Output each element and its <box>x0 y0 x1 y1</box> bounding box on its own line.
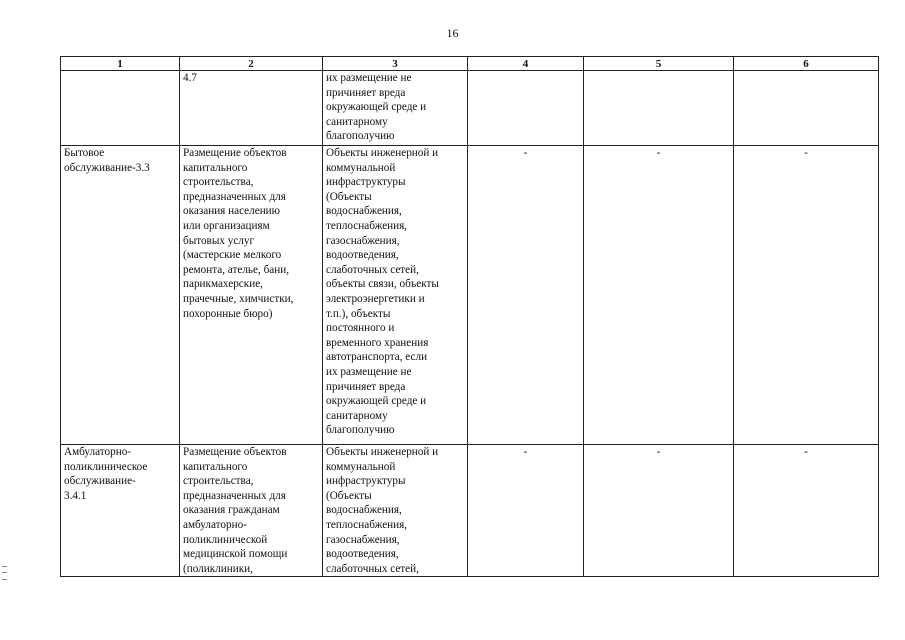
cell-col5 <box>584 445 734 577</box>
column-header-5: 5 <box>584 57 734 71</box>
cell-use-type <box>61 445 180 577</box>
cell-text: Размещение объектов капитального строительства, предназначенных для оказания населению или организациям бытовых услуг (мастерские мелкого ремонта, ателье, бани, парикмахерские, прачечные, химчистки, похоронные бюро) <box>183 147 294 320</box>
table-row <box>61 445 879 577</box>
column-header-2: 2 <box>180 57 323 71</box>
table-row <box>61 71 879 146</box>
cell-text: - <box>523 147 528 159</box>
cell-description <box>180 445 323 577</box>
cell-col6 <box>734 445 879 577</box>
cell-text: их размещение не причиняет вреда окружающей среде и санитарному благополучию <box>326 72 427 143</box>
cell-description <box>180 71 323 146</box>
cell-col5 <box>584 146 734 445</box>
cell-auxiliary-uses <box>323 71 468 146</box>
cell-text: Бытовое обслуживание-3.3 <box>64 147 150 174</box>
cell-col4 <box>468 445 584 577</box>
cell-text: Объекты инженерной и коммунальной инфраструктуры (Объекты водоснабжения, теплоснабжения, газоснабжения, водоотведения, слаботочных сетей, объекты связи, объекты электроэнергетики и т.п.), объекты постоянного и временного хранения автотранспорта, если их размещение не причиняет вреда окружающей среде и санитарному благополучию <box>326 147 439 437</box>
cell-auxiliary-uses <box>323 146 468 445</box>
cell-text: Размещение объектов капитального строительства, предназначенных для оказания гражданам амбулаторно- поликлинической медицинской помощи (поликлиники, <box>183 446 288 575</box>
cell-text: - <box>656 446 661 458</box>
cell-use-type <box>61 71 180 146</box>
column-header-3: 3 <box>323 57 468 71</box>
cell-text: - <box>804 147 808 159</box>
cell-text: Объекты инженерной и коммунальной инфраструктуры (Объекты водоснабжения, теплоснабжения, газоснабжения, водоотведения, слаботочных сетей, <box>326 446 439 575</box>
cell-col4 <box>468 146 584 445</box>
table-row <box>61 146 879 445</box>
cell-auxiliary-uses <box>323 445 468 577</box>
cell-text: Амбулаторно- поликлиническое обслуживание- 3.4.1 <box>64 446 148 502</box>
cell-col4 <box>468 71 584 146</box>
page-number: 16 <box>446 26 459 40</box>
column-header-6: 6 <box>734 57 879 71</box>
margin-mark <box>2 566 7 580</box>
column-header-1: 1 <box>61 57 180 71</box>
cell-text: - <box>523 446 528 458</box>
table-header-row <box>61 57 879 71</box>
cell-use-type <box>61 146 180 445</box>
cell-text: - <box>804 446 808 458</box>
cell-text: - <box>656 147 661 159</box>
cell-description <box>180 146 323 445</box>
regulations-table <box>60 56 879 577</box>
column-header-4: 4 <box>468 57 584 71</box>
cell-col6 <box>734 71 879 146</box>
cell-col5 <box>584 71 734 146</box>
cell-col6 <box>734 146 879 445</box>
cell-text: 4.7 <box>183 72 197 84</box>
